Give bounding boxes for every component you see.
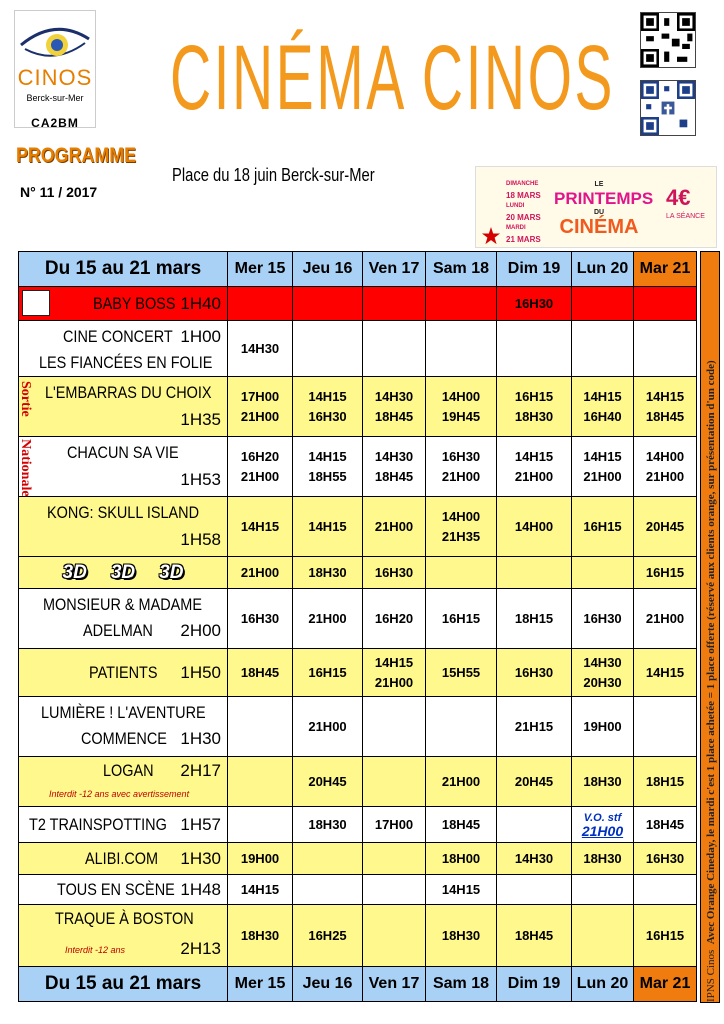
film-subtitle: LES FIANCÉES EN FOLIE xyxy=(39,353,213,372)
showtime-cell xyxy=(634,697,697,757)
film-title: LOGAN xyxy=(103,761,154,780)
film-title: CHACUN SA VIE xyxy=(67,443,179,462)
showtime: 14H00 xyxy=(645,448,685,464)
showtime: 16H30 xyxy=(514,295,554,311)
film-cell xyxy=(19,757,228,807)
showtime: 20H30 xyxy=(583,674,622,690)
showtime: 16H30 xyxy=(441,448,481,464)
showtime-cell xyxy=(293,497,363,557)
film-row xyxy=(19,757,697,807)
film-row xyxy=(19,557,697,589)
showtime-cell xyxy=(497,697,572,757)
film-duration: 1H30 xyxy=(180,729,221,748)
film-duration: 2H13 xyxy=(180,939,221,958)
showtime: 16H25 xyxy=(308,927,347,943)
day-header: Mer 15 xyxy=(228,967,293,1002)
showtime: 14H15 xyxy=(374,654,414,670)
film-row xyxy=(19,287,697,321)
film-title: CINE CONCERT xyxy=(63,327,173,346)
sortie-word: Sortie xyxy=(18,381,33,417)
showtime-cell xyxy=(228,807,293,843)
day-header: Ven 17 xyxy=(363,967,426,1002)
showtime: 14H30 xyxy=(374,388,414,404)
logo-town: Berck-sur-Mer xyxy=(26,93,84,103)
showtime: 14H15 xyxy=(514,448,554,464)
showtime-cell xyxy=(228,843,293,875)
film-title: T2 TRAINSPOTTING xyxy=(29,815,167,834)
showtime-cell xyxy=(634,377,697,437)
showtime-cell xyxy=(634,905,697,967)
showtime: 18H15 xyxy=(514,610,554,626)
showtime-cell xyxy=(363,557,426,589)
showtime-cell xyxy=(572,697,634,757)
showtime-cell xyxy=(363,843,426,875)
showtime: 14H15 xyxy=(645,388,685,404)
showtime: 14H15 xyxy=(308,448,347,464)
film-title: ALIBI.COM xyxy=(85,849,159,868)
day-header: Dim 19 xyxy=(497,967,572,1002)
showtime-cell xyxy=(634,557,697,589)
showtime-cell xyxy=(634,589,697,649)
table-footer-row xyxy=(19,967,697,1002)
showtime-cell xyxy=(363,807,426,843)
showtime-cell xyxy=(572,843,634,875)
page-title: CINÉMA CINOS xyxy=(170,27,615,129)
film-duration: 1H30 xyxy=(180,849,221,868)
showtime-cell xyxy=(228,497,293,557)
film-title: LUMIÈRE ! L'AVENTURE xyxy=(41,703,206,722)
showtime-cell xyxy=(228,287,293,321)
showtime: 16H30 xyxy=(240,610,280,626)
showtime-cell xyxy=(363,321,426,377)
showtime-cell xyxy=(293,843,363,875)
film-duration: 1H35 xyxy=(180,410,221,429)
showtime: 19H00 xyxy=(583,718,622,734)
showtime: 15H55 xyxy=(441,664,481,680)
film-duration: 1H00 xyxy=(180,327,221,346)
showtime: 16H20 xyxy=(240,448,280,464)
showtime-cell xyxy=(228,557,293,589)
showtime-cell xyxy=(634,757,697,807)
day-header: Lun 20 xyxy=(572,252,634,287)
age-rating-note: Interdit -12 ans xyxy=(65,945,126,955)
showtime-cell xyxy=(293,589,363,649)
day-header: Mar 21 xyxy=(634,252,697,287)
showtime-cell xyxy=(497,807,572,843)
programme-label: PROGRAMME xyxy=(16,144,136,167)
printemps-du-cinema-poster xyxy=(475,166,717,248)
vo-showtime xyxy=(572,812,633,838)
showtime-cell xyxy=(426,757,497,807)
showtime-cell xyxy=(293,807,363,843)
showtime-cell xyxy=(363,875,426,905)
showtime: 16H30 xyxy=(374,564,414,580)
showtime-cell xyxy=(572,437,634,497)
sortie-nationale-label xyxy=(18,381,32,501)
showtime-cell xyxy=(497,287,572,321)
logo-ca: CA2BM xyxy=(31,116,79,130)
showtime-cell xyxy=(497,497,572,557)
showtime: 18H45 xyxy=(441,816,481,832)
showtime-cell xyxy=(426,557,497,589)
showtime: 17H00 xyxy=(240,388,280,404)
cineday-text: Avec Orange Cineday, le mardi c'est 1 place achetée = 1 place offerte (réservé aux clients orange, sur présentation d'un code) xyxy=(705,360,717,945)
ipns-label: IPNS Cinos xyxy=(705,949,717,1002)
showtime-cell xyxy=(293,557,363,589)
showtime: 14H15 xyxy=(645,664,685,680)
showtime-cell xyxy=(363,497,426,557)
showtime: 18H30 xyxy=(441,927,481,943)
poster-price: 4€ xyxy=(666,185,691,210)
showtime: 14H15 xyxy=(583,388,622,404)
film-row xyxy=(19,497,697,557)
showtime-cell xyxy=(572,497,634,557)
showtime-cell xyxy=(634,437,697,497)
film-clapper-icon xyxy=(22,290,50,316)
showtime: 14H15 xyxy=(240,518,280,534)
showtime-cell xyxy=(634,843,697,875)
showtime-cell xyxy=(497,875,572,905)
film-row xyxy=(19,843,697,875)
facebook-qr-code-icon[interactable] xyxy=(640,80,696,136)
showtime-cell xyxy=(293,377,363,437)
film-cell xyxy=(19,437,228,497)
showtime-cell xyxy=(228,875,293,905)
showtime-cell xyxy=(228,649,293,697)
showtime-cell xyxy=(572,321,634,377)
showtime-cell xyxy=(634,287,697,321)
showtime-cell xyxy=(497,437,572,497)
showtime: 16H15 xyxy=(583,518,622,534)
film-cell xyxy=(19,697,228,757)
showtime: 14H15 xyxy=(441,881,481,897)
showtime: 21H00 xyxy=(583,468,622,484)
vo-time: 21H00 xyxy=(581,822,624,839)
film-cell xyxy=(19,905,228,967)
showtime-cell xyxy=(634,321,697,377)
film-subtitle: COMMENCE xyxy=(81,729,167,748)
day-header: Jeu 16 xyxy=(293,252,363,287)
showtime-cell xyxy=(497,843,572,875)
showtime: 19H45 xyxy=(441,408,481,424)
showtime: 16H15 xyxy=(308,664,347,680)
film-cell xyxy=(19,557,228,589)
schedule-table xyxy=(18,251,697,1002)
film-title: TRAQUE À BOSTON xyxy=(55,909,194,928)
poster-dates: DIMANCHE 18 MARS LUNDI 20 MARS MARDI 21 MARS xyxy=(506,181,541,244)
day-header: Jeu 16 xyxy=(293,967,363,1002)
showtime: 16H15 xyxy=(645,927,685,943)
showtime: 14H15 xyxy=(308,388,347,404)
3d-badge: 3D xyxy=(62,561,87,583)
showtime-cell xyxy=(572,807,634,843)
showtime: 18H30 xyxy=(240,927,280,943)
showtime: 16H40 xyxy=(583,408,622,424)
showtime-cell xyxy=(426,377,497,437)
showtime: 16H20 xyxy=(374,610,414,626)
film-row xyxy=(19,875,697,905)
showtime: 16H30 xyxy=(308,408,347,424)
film-row xyxy=(19,437,697,497)
showtime-cell xyxy=(363,905,426,967)
showtime: 16H15 xyxy=(514,388,554,404)
showtime: 21H00 xyxy=(514,468,554,484)
showtime-cell xyxy=(293,905,363,967)
showtime: 21H00 xyxy=(240,468,280,484)
age-rating-note: Interdit -12 ans avec avertissement xyxy=(49,789,190,799)
film-cell xyxy=(19,321,228,377)
showtime-cell xyxy=(497,321,572,377)
showtime: 16H30 xyxy=(583,610,622,626)
film-cell xyxy=(19,649,228,697)
poster-title: LE PRINTEMPS DU CINÉMA xyxy=(554,181,654,238)
showtime: 18H30 xyxy=(308,816,347,832)
showtime: 19H00 xyxy=(240,850,280,866)
film-cell xyxy=(19,497,228,557)
showtime: 21H00 xyxy=(645,468,685,484)
film-cell xyxy=(19,875,228,905)
showtime: 18H45 xyxy=(374,468,414,484)
showtime-cell xyxy=(572,589,634,649)
showtime-cell xyxy=(228,757,293,807)
showtime-cell xyxy=(228,437,293,497)
showtime-cell xyxy=(634,649,697,697)
showtime: 18H30 xyxy=(514,408,554,424)
film-subtitle: ADELMAN xyxy=(83,621,153,640)
film-row xyxy=(19,321,697,377)
film-title: KONG: SKULL ISLAND xyxy=(47,503,200,522)
showtime-cell xyxy=(426,589,497,649)
showtime: 14H00 xyxy=(514,518,554,534)
showtime-cell xyxy=(634,875,697,905)
3d-badge: 3D xyxy=(159,561,184,583)
showtime: 18H15 xyxy=(645,773,685,789)
showtime: 18H00 xyxy=(441,850,481,866)
film-title: L'EMBARRAS DU CHOIX xyxy=(45,383,212,402)
address: Place du 18 juin Berck-sur-Mer xyxy=(172,165,375,185)
showtime: 20H45 xyxy=(514,773,554,789)
showtime-cell xyxy=(497,377,572,437)
showtime-cell xyxy=(497,649,572,697)
day-header: Mer 15 xyxy=(228,252,293,287)
film-row xyxy=(19,807,697,843)
showtime-cell xyxy=(426,875,497,905)
showtime-cell xyxy=(363,757,426,807)
showtime-cell xyxy=(363,697,426,757)
showtime-cell xyxy=(572,287,634,321)
film-cell xyxy=(19,287,228,321)
showtime: 20H45 xyxy=(645,518,685,534)
showtime: 20H45 xyxy=(308,773,347,789)
3d-badge: 3D xyxy=(110,561,136,583)
showtime-cell xyxy=(572,905,634,967)
film-title: TOUS EN SCÈNE xyxy=(57,880,175,899)
showtime: 21H00 xyxy=(308,718,347,734)
showtime-cell xyxy=(363,377,426,437)
showtime-cell xyxy=(426,649,497,697)
showtime-cell xyxy=(228,377,293,437)
showtime: 21H00 xyxy=(441,773,481,789)
showtime-cell xyxy=(293,697,363,757)
showtime: 18H30 xyxy=(308,564,347,580)
showtime: 14H30 xyxy=(374,448,414,464)
showtime-cell xyxy=(363,437,426,497)
date-range: Du 15 au 21 mars xyxy=(19,967,228,1002)
showtime: 18H45 xyxy=(374,408,414,424)
showtime: 14H15 xyxy=(308,518,347,534)
film-title: MONSIEUR & MADAME xyxy=(43,595,202,614)
film-row xyxy=(19,697,697,757)
showtime: 21H00 xyxy=(240,564,280,580)
showtime-cell xyxy=(497,757,572,807)
showtime: 16H15 xyxy=(645,564,685,580)
showtime-cell xyxy=(228,905,293,967)
showtime-cell xyxy=(363,287,426,321)
showtime: 16H15 xyxy=(441,610,481,626)
showtime: 21H00 xyxy=(645,610,685,626)
film-duration: 2H17 xyxy=(180,761,221,780)
day-header: Lun 20 xyxy=(572,967,634,1002)
logo-brand: CINOS xyxy=(17,65,93,90)
showtime-cell xyxy=(426,843,497,875)
film-duration: 1H48 xyxy=(180,880,221,899)
showtime-cell xyxy=(572,875,634,905)
cinos-logo xyxy=(14,10,96,128)
showtime: 18H45 xyxy=(645,816,685,832)
showtime-cell xyxy=(426,697,497,757)
showtime: 18H30 xyxy=(583,850,622,866)
showtime-cell xyxy=(572,377,634,437)
showtime-cell xyxy=(426,905,497,967)
eye-logo-icon xyxy=(19,15,91,67)
showtime: 21H00 xyxy=(374,518,414,534)
film-duration: 1H50 xyxy=(180,663,221,682)
showtime: 21H15 xyxy=(514,718,554,734)
showtime: 14H15 xyxy=(240,881,280,897)
showtime: 14H30 xyxy=(583,654,622,670)
showtime-cell xyxy=(497,905,572,967)
nationale-word: Nationale xyxy=(18,439,33,497)
showtime: 16H30 xyxy=(514,664,554,680)
issue-number: N° 11 / 2017 xyxy=(20,184,98,200)
showtime: 16H30 xyxy=(645,850,685,866)
showtime-cell xyxy=(228,697,293,757)
showtime-cell xyxy=(634,807,697,843)
film-duration: 2H00 xyxy=(180,621,221,640)
showtime-cell xyxy=(572,649,634,697)
film-cell xyxy=(19,807,228,843)
showtime-cell xyxy=(497,589,572,649)
day-header: Mar 21 xyxy=(634,967,697,1002)
orange-cineday-note xyxy=(700,251,720,1003)
showtime: 18H30 xyxy=(583,773,622,789)
film-cell xyxy=(19,589,228,649)
table-header-row xyxy=(19,252,697,287)
showtime: 14H30 xyxy=(514,850,554,866)
showtime: 14H15 xyxy=(583,448,622,464)
showtime-cell xyxy=(634,497,697,557)
showtime-cell xyxy=(426,321,497,377)
showtime-cell xyxy=(293,875,363,905)
showtime-cell xyxy=(497,557,572,589)
film-duration: 1H57 xyxy=(180,815,221,834)
qr-code-icon[interactable] xyxy=(640,12,696,68)
showtime-cell xyxy=(572,757,634,807)
film-title: PATIENTS xyxy=(89,663,158,682)
showtime-cell xyxy=(293,321,363,377)
showtime: 21H00 xyxy=(374,674,414,690)
showtime: 14H00 xyxy=(441,388,481,404)
showtime-cell xyxy=(426,497,497,557)
showtime-cell xyxy=(363,589,426,649)
showtime-cell xyxy=(293,287,363,321)
showtime-cell xyxy=(293,437,363,497)
showtime: 14H00 xyxy=(441,508,481,524)
day-header: Dim 19 xyxy=(497,252,572,287)
film-duration: 1H40 xyxy=(180,294,221,313)
showtime: 18H45 xyxy=(514,927,554,943)
day-header: Sam 18 xyxy=(426,967,497,1002)
film-row xyxy=(19,905,697,967)
film-duration: 1H53 xyxy=(180,470,221,489)
showtime: 21H00 xyxy=(308,610,347,626)
showtime-cell xyxy=(426,287,497,321)
showtime-cell xyxy=(228,321,293,377)
showtime-cell xyxy=(293,757,363,807)
film-row xyxy=(19,589,697,649)
showtime-cell xyxy=(293,649,363,697)
showtime-cell xyxy=(426,437,497,497)
showtime: 21H00 xyxy=(441,468,481,484)
star-icon xyxy=(482,227,500,245)
day-header: Sam 18 xyxy=(426,252,497,287)
showtime: 18H55 xyxy=(308,468,347,484)
day-header: Ven 17 xyxy=(363,252,426,287)
film-cell xyxy=(19,377,228,437)
vo-label: V.O. stf xyxy=(583,811,622,824)
film-row xyxy=(19,377,697,437)
showtime: 21H00 xyxy=(240,408,280,424)
film-row xyxy=(19,649,697,697)
poster-seance: LA SÉANCE xyxy=(666,213,705,220)
showtime: 18H45 xyxy=(240,664,280,680)
showtime-cell xyxy=(363,649,426,697)
showtime: 18H45 xyxy=(645,408,685,424)
showtime-cell xyxy=(572,557,634,589)
film-title: BABY BOSS xyxy=(93,294,176,313)
showtime-cell xyxy=(426,807,497,843)
date-range: Du 15 au 21 mars xyxy=(19,252,228,287)
film-duration: 1H58 xyxy=(180,530,221,549)
showtime: 21H35 xyxy=(441,528,481,544)
film-cell xyxy=(19,843,228,875)
showtime: 14H30 xyxy=(240,340,280,356)
showtime-cell xyxy=(228,589,293,649)
showtime: 17H00 xyxy=(374,816,414,832)
